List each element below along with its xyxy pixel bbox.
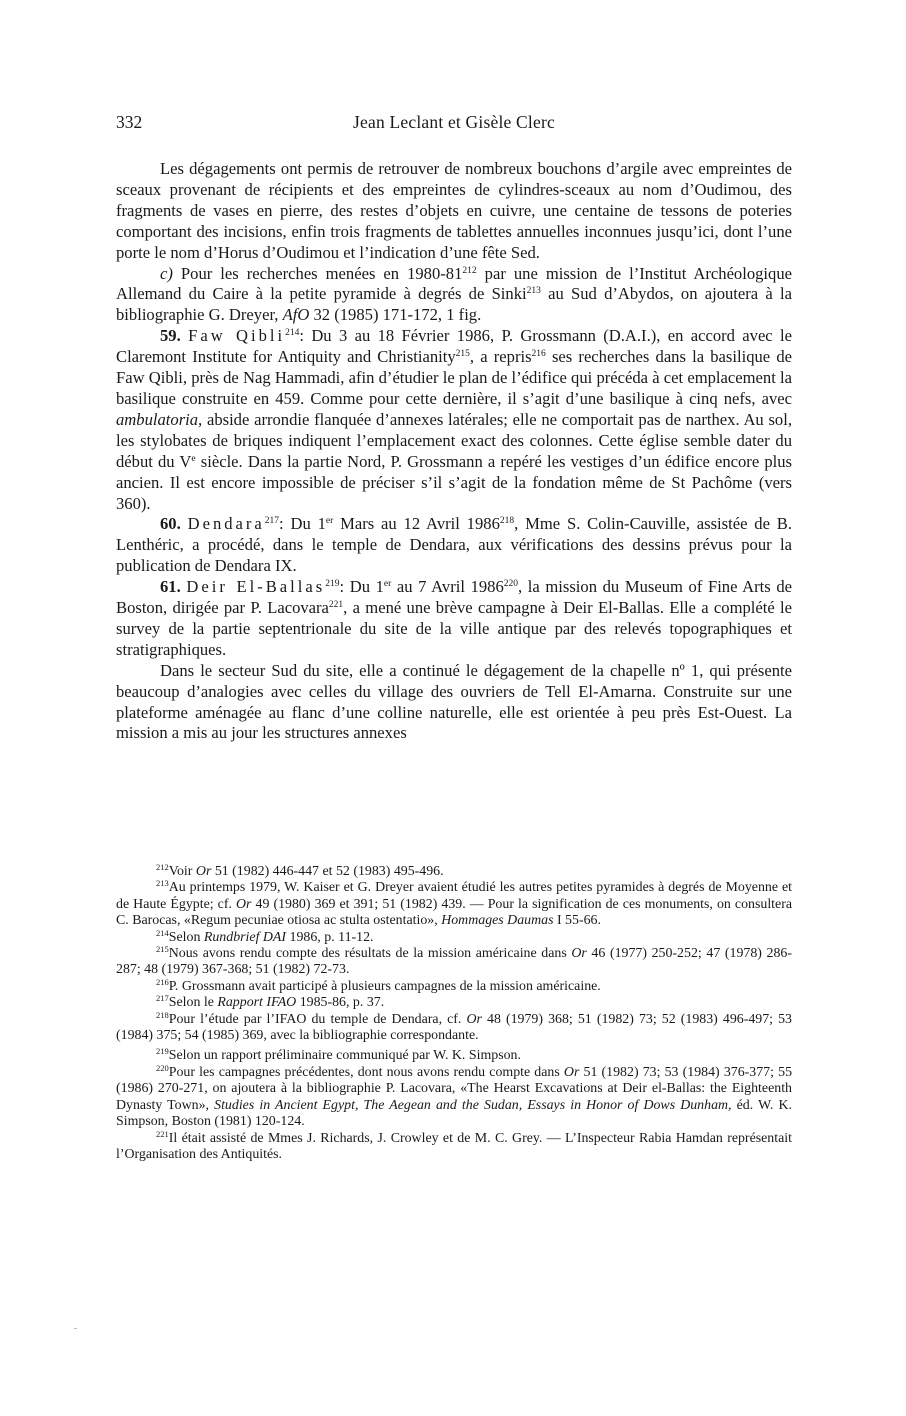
footnote: $^{212}$Voir Or 51 (1982) 446-447 et 52 (1983) 495-496.: [156, 862, 444, 879]
footnote: $^{215}$Nous avons rendu compte des résultats de la mission américaine dans Or 46 (1977) 250-252; 47 (1978) 286-287; 48 (1979) 367-368; 51 (1982) 72-73.: [116, 944, 792, 978]
footnote: $^{216}$P. Grossmann avait participé à plusieurs campagnes de la mission américaine.: [156, 976, 601, 994]
footnote-ref[interactable]: 220: [503, 579, 519, 590]
footnote-ref[interactable]: 214: [285, 328, 300, 339]
footnote: $^{219}$Selon un rapport préliminaire communiqué par W. K. Simpson.: [156, 1046, 521, 1064]
footnote-ref[interactable]: 217: [264, 516, 280, 527]
scan-speck: [74, 1328, 77, 1329]
site-name: Dendara: [187, 514, 265, 534]
footnote: $^{217}$Selon le Rapport IFAO 1985-86, p. 37.: [156, 993, 385, 1011]
paragraph: Dans le secteur Sud du site, elle a continué le dégagement de la chapelle nº 1, qui présente beaucoup d’analogies avec celles du village des ouvriers de Tell El-Amarna. Construite sur une plateforme aménagée au flanc d’une colline naturelle, elle est orientée à peu près Est-Ouest. La mission a mis au jour les structures annexes: [116, 660, 792, 743]
footnote: $^{213}$Au printemps 1979, W. Kaiser et G. Dreyer avaient étudié les autres petites pyramides à degrés de Moyenne et de Haute Égypte; cf. Or 49 (1980) 369 et 391; 51 (1982) 439. — Pour la signification de ces monuments, on consultera C. Barocas, «Regum pecuniae otiosa ac stulta ostentatio», Hommages Daumas I 55-66.: [116, 878, 792, 929]
paragraph: Les dégagements ont permis de retrouver de nombreux bouchons d’argile avec empreintes de sceaux provenant de récipients et des empreintes de cylindres-sceaux au nom d’Oudimou, des fragments de vases en pierre, des restes d’objets en cuivre, une centaine de tessons de poteries comportant des incisions, enfin trois fragments de tablettes annuelles inconnues jusqu’ici, dont l’une porte le nom d’Horus d’Oudimou et l’indication d’une fête Sed.: [116, 159, 792, 262]
page-number: 332: [116, 112, 143, 132]
paragraph-c: c) Pour les recherches menées en $1980-81^{212}$ par une mission de l’Institut Archéologique Allemand du Caire à la petite pyramide à degrés de Sinki$^{213}$ au Sud d’Abydos, on ajoutera à la bibliographie G. Dreyer, AfO 32 (1985) 171-172, 1 fig.: [116, 263, 793, 325]
footnote: $^{220}$Pour les campagnes précédentes, dont nous avons rendu compte dans Or 51 (1982) 73; 53 (1984) 376-377; 55 (1986) 270-271, on ajoutera à la bibliographie P. Lacovara, «The Hearst Excavations at Deir el-Ballas: the Eighteenth Dynasty Town», Studies in Ancient Egypt, The Aegean and the Sudan, Essays in Honor of Dows Dunham, éd. W. K. Simpson, Boston (1981) 120-124.: [116, 1062, 793, 1130]
footnote: $^{218}$Pour l’étude par l’IFAO du temple de Dendara, cf. Or 48 (1979) 368; 51 (1982) 73; 52 (1983) 496-497; 53 (1984) 375; 54 (1985) 369, avec la bibliographie correspondante.: [116, 1009, 792, 1044]
footnote: $^{214}$Selon Rundbrief DAI 1986, p. 11-12.: [156, 927, 374, 945]
footnote-ref[interactable]: 221: [328, 600, 344, 611]
site-name: Faw Qibli: [188, 326, 286, 346]
footnotes: [116, 864, 792, 1163]
paragraph-60: 60. Dendara$^{217}$: Du 1er Mars au 12 Avril 1986$^{218}$, Mme S. Colin-Cauville, assistée de B. Lenthéric, a procédé, dans le temple de Dendara, aux vérifications des dessins prévus pour la publication de Dendara IX.: [116, 514, 793, 576]
footnote-ref[interactable]: 215: [455, 349, 470, 360]
site-name: Deir El-Ballas: [186, 577, 326, 597]
page-header: [116, 112, 792, 136]
paragraph-59: 59. Faw Qibli$^{214}$: Du 3 au 18 Février 1986, P. Grossmann (D.A.I.), en accord avec le Claremont Institute for Antiquity and Christianity$^{215}$, a repris$^{216}$ ses recherches dans la basilique de Faw Qibli, près de Nag Hammadi, afin d’étudier le plan de l’édifice qui précéda à cet emplacement la basilique construite en 459. Comme pour cette dernière, il s’agit d’une basilique à cinq nefs, avec ambulatoria, abside arrondie flanquée d’annexes latérales; elle ne comportait pas de narthex. Au sol, les stylobates de briques indiquent l’emplacement exact des colonnes. Cette église semble dater du début du Ve siècle. Dans la partie Nord, P. Grossmann a repéré les vestiges d’un édifice encore plus ancien. Il est encore impossible de préciser s’il s’agit de la fondation même de St Pachôme (vers 360).: [116, 326, 792, 513]
item-label: c): [160, 263, 173, 283]
section-number: 61.: [160, 577, 181, 597]
main-text: [116, 159, 792, 744]
section-number: 60.: [160, 514, 181, 534]
footnote-ref[interactable]: 213: [526, 286, 541, 297]
footnote-ref[interactable]: 219: [325, 579, 340, 590]
paragraph-61: 61. Deir El-Ballas$^{219}$: Du 1er au 7 Avril 1986$^{220}$, la mission du Museum of Fine Arts de Boston, dirigée par P. Lacovara$^{221}$, a mené une brève campagne à Deir El-Ballas. Elle a complété le survey de la partie septentrionale du site de la ville antique par des relevés topographiques et stratigraphiques.: [116, 577, 793, 659]
footnote: $^{221}$Il était assisté de Mmes J. Richards, J. Crowley et de M. C. Grey. — L’Inspecteur Rabia Hamdan représentait l’Organisation des Antiquités.: [116, 1128, 792, 1162]
footnote-ref[interactable]: 212: [462, 265, 477, 276]
footnote-ref[interactable]: 218: [499, 516, 515, 527]
section-number: 59.: [160, 326, 181, 346]
footnote-ref[interactable]: 216: [531, 349, 546, 360]
running-head: Jean Leclant et Gisèle Clerc: [353, 112, 555, 132]
